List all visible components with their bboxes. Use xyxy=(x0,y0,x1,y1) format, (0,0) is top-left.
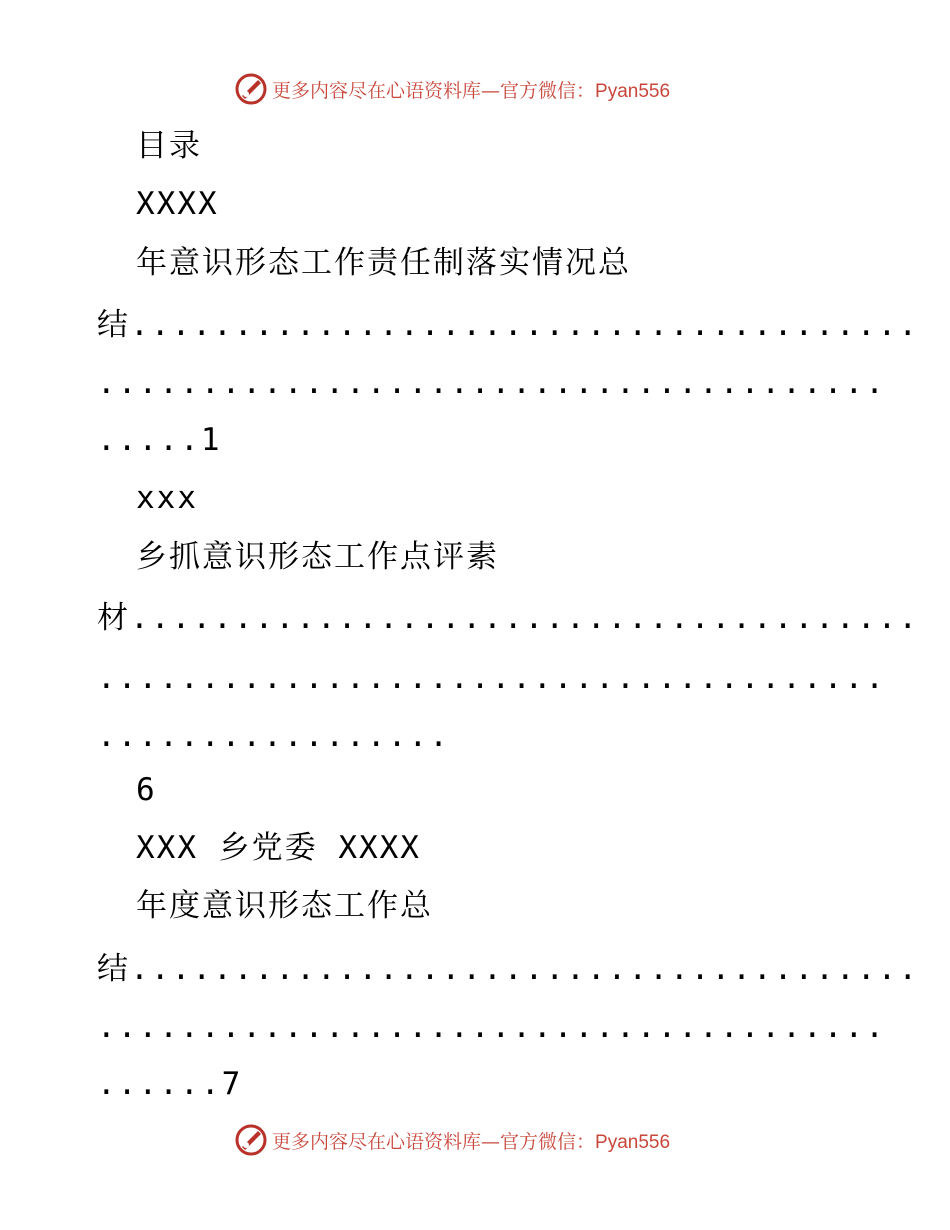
toc-entry-2-title: 乡抓意识形态工作点评素 xyxy=(136,539,499,575)
toc-entry-2-prefix: xxx xyxy=(136,480,198,516)
wechat-id: 官方微信：Pyan556 xyxy=(500,80,671,102)
toc-entry-3-prefix: XXX 乡党委 XXXX xyxy=(136,830,421,866)
pen-logo-icon xyxy=(234,1123,268,1157)
wechat-id: 官方微信：Pyan556 xyxy=(500,1131,671,1153)
toc-entry-2-page: 6 xyxy=(136,772,157,808)
toc-entry-1-page: .....1 xyxy=(97,422,222,458)
toc-entry-1-leader: 结...................................... xyxy=(97,307,920,343)
toc-entry-3-page: ......7 xyxy=(97,1066,243,1102)
toc-entry-2-leader-3: ................. xyxy=(97,718,450,754)
header-banner xyxy=(234,72,670,106)
toc-entry-1-prefix: XXXX xyxy=(136,186,219,222)
toc-heading: 目录 xyxy=(136,128,202,164)
pen-logo-icon xyxy=(234,72,268,106)
toc-entry-3-title: 年度意识形态工作总 xyxy=(136,888,433,924)
banner-text: 更多内容尽在心语资料库—官方微信：Pyan556 xyxy=(272,1130,671,1153)
toc-entry-1-title: 年意识形态工作责任制落实情况总 xyxy=(136,245,631,281)
toc-entry-3-leader: 结...................................... xyxy=(97,951,920,987)
toc-entry-2-leader-2: ...................................... xyxy=(97,660,887,696)
banner-text: 更多内容尽在心语资料库—官方微信：Pyan556 xyxy=(272,79,671,102)
toc-entry-2-leader: 材...................................... xyxy=(97,600,920,636)
toc-entry-3-leader-2: ...................................... xyxy=(97,1009,887,1045)
toc-entry-1-leader-2: ...................................... xyxy=(97,365,887,401)
footer-banner xyxy=(234,1123,670,1157)
